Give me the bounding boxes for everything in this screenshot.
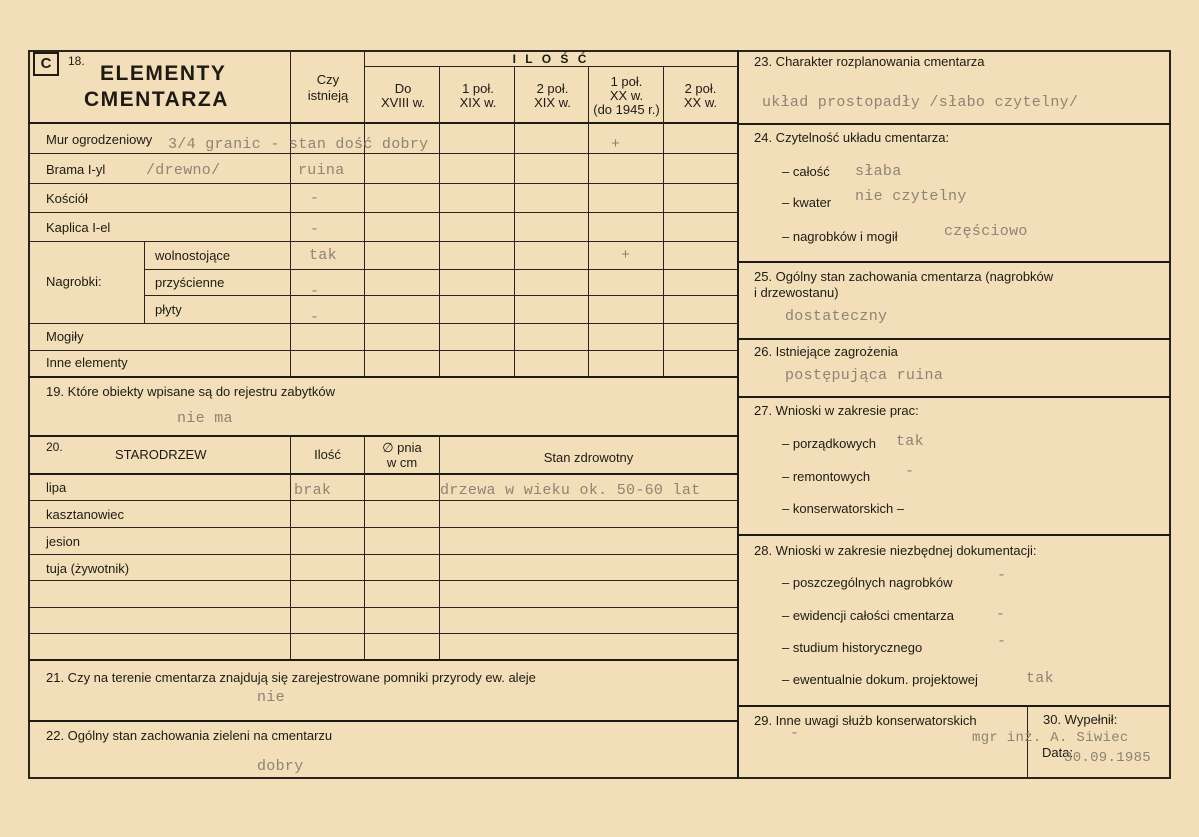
lipa-health: drzewa w wieku ok. 50-60 lat bbox=[440, 482, 701, 499]
s23-value: układ prostopadły /słabo czytelny/ bbox=[762, 94, 1079, 111]
row-label-mogily: Mogiły bbox=[46, 329, 84, 344]
typed-wolnostojace-exists: tak bbox=[309, 247, 337, 264]
col-line bbox=[144, 241, 145, 323]
typed-mur: 3/4 granic - stan dość dobry bbox=[168, 136, 429, 153]
s27-item-label: – remontowych bbox=[782, 469, 871, 484]
period-header: 2 poł. XX w. bbox=[683, 81, 718, 110]
row-line bbox=[28, 241, 737, 242]
tree-jesion: jesion bbox=[46, 534, 80, 549]
typed-kosciol-exists: - bbox=[310, 190, 320, 207]
lipa-qty: brak bbox=[294, 482, 332, 499]
row-label-nagrobki: Nagrobki: bbox=[46, 274, 102, 289]
row-label-kaplica: Kaplica I-el bbox=[46, 220, 111, 235]
s24-item-value: częściowo bbox=[944, 223, 1028, 240]
row-line bbox=[28, 554, 737, 555]
period-header: Do XVIII w. bbox=[380, 81, 426, 110]
row-line bbox=[144, 269, 737, 270]
s20-bottom bbox=[28, 659, 737, 661]
typed-brama-exists: ruina bbox=[298, 162, 345, 179]
s25-label2: i drzewostanu) bbox=[754, 285, 839, 300]
s20-number: 20. bbox=[46, 440, 63, 454]
row-label-mur: Mur ogrodzeniowy bbox=[46, 132, 153, 147]
s28-item-label: – ewidencji całości cmentarza bbox=[782, 608, 954, 623]
s24-item-label: – całość bbox=[782, 164, 830, 179]
row-label-kosciol: Kościół bbox=[46, 191, 88, 206]
col-line bbox=[663, 66, 664, 376]
row-label-brama: Brama I-yl bbox=[46, 162, 106, 177]
s25-bottom bbox=[737, 338, 1171, 340]
s27-label: 27. Wnioski w zakresie prac: bbox=[754, 403, 919, 418]
col-line bbox=[364, 435, 365, 659]
s18-number: 18. bbox=[68, 54, 85, 68]
s20-col-qty: Ilość bbox=[314, 447, 341, 462]
row-line bbox=[28, 580, 737, 581]
row-line bbox=[28, 527, 737, 528]
tree-tuja: tuja (żywotnik) bbox=[46, 561, 130, 576]
col-line bbox=[588, 66, 589, 376]
s26-value: postępująca ruina bbox=[785, 367, 944, 384]
row-line bbox=[28, 153, 737, 154]
s30-name: mgr inż. A. Siwiec bbox=[972, 730, 1129, 746]
s28-item-label: – poszczególnych nagrobków bbox=[782, 575, 953, 590]
col-line bbox=[290, 50, 291, 376]
row-line bbox=[28, 500, 737, 501]
s28-item-value: - bbox=[997, 567, 1007, 584]
col-line bbox=[364, 50, 365, 376]
s22-label: 22. Ogólny stan zachowania zieleni na cmentarzu bbox=[46, 728, 333, 743]
s28-item-label: – studium historycznego bbox=[782, 640, 923, 655]
section-letter: C bbox=[33, 52, 59, 76]
s25-value: dostateczny bbox=[785, 308, 888, 325]
s18-title-line2: CMENTARZA bbox=[84, 88, 229, 111]
typed-plyty-exists: - bbox=[310, 309, 320, 326]
ilosc-header: I L O Ś Ć bbox=[512, 52, 590, 66]
s26-label: 26. Istniejące zagrożenia bbox=[754, 344, 898, 359]
s20-col-health: Stan zdrowotny bbox=[543, 450, 634, 465]
s18-header-bottom bbox=[28, 122, 737, 124]
s24-item-value: nie czytelny bbox=[855, 188, 967, 205]
s28-item-label: – ewentualnie dokum. projektowej bbox=[782, 672, 978, 687]
period-header: 1 poł. XIX w. bbox=[459, 81, 497, 110]
period-header: 2 poł. XIX w. bbox=[534, 81, 571, 110]
typed-przyscienne-exists: - bbox=[310, 283, 320, 300]
s23-bottom bbox=[737, 123, 1171, 125]
typed-wolnostojace-mark: + bbox=[621, 247, 631, 264]
typed-brama-desc: /drewno/ bbox=[146, 162, 221, 179]
s27-item-value: - bbox=[905, 463, 915, 480]
s24-item-label: – nagrobków i mogił bbox=[782, 229, 898, 244]
col-line bbox=[290, 435, 291, 659]
row-line bbox=[28, 212, 737, 213]
row-line bbox=[28, 323, 737, 324]
s20-col-diam: ∅ pnia w cm bbox=[382, 440, 422, 470]
s25-label1: 25. Ogólny stan zachowania cmentarza (nagrobków bbox=[754, 269, 1054, 284]
col-exists-l1: Czy bbox=[316, 72, 340, 87]
s18-title-line1: ELEMENTY bbox=[100, 62, 227, 85]
s29-value: - bbox=[790, 725, 800, 742]
s30-date: 30.09.1985 bbox=[1064, 750, 1152, 766]
tree-lipa: lipa bbox=[46, 480, 67, 495]
typed-mur-mark: + bbox=[611, 136, 621, 153]
s27-item-label: – konserwatorskich – bbox=[782, 501, 905, 516]
s27-item-value: tak bbox=[896, 433, 924, 450]
ilosc-underline bbox=[365, 66, 737, 67]
s19-bottom bbox=[28, 435, 737, 437]
typed-kaplica-exists: - bbox=[310, 221, 320, 238]
s30-label: 30. Wypełnił: bbox=[1043, 712, 1118, 727]
row-line bbox=[28, 607, 737, 608]
col-line bbox=[439, 435, 440, 659]
s22-value: dobry bbox=[257, 758, 304, 775]
s24-item-value: słaba bbox=[855, 163, 902, 180]
s19-value: nie ma bbox=[177, 410, 233, 427]
s28-bottom bbox=[737, 705, 1171, 707]
s28-item-value: - bbox=[996, 606, 1006, 623]
s21-label: 21. Czy na terenie cmentarza znajdują się zarejestrowane pomniki przyrody ew. aleje bbox=[46, 670, 536, 685]
s24-item-label: – kwater bbox=[782, 195, 832, 210]
s19-label: 19. Które obiekty wpisane są do rejestru zabytków bbox=[46, 384, 336, 399]
period-header: 1 poł. XX w. (do 1945 r.) bbox=[593, 74, 660, 117]
s27-bottom bbox=[737, 534, 1171, 536]
s21-value: nie bbox=[257, 689, 285, 706]
s26-bottom bbox=[737, 396, 1171, 398]
s21-bottom bbox=[28, 720, 737, 722]
s28-label: 28. Wnioski w zakresie niezbędnej dokumentacji: bbox=[754, 543, 1037, 558]
row-label-wolnostojace: wolnostojące bbox=[155, 248, 231, 263]
s28-item-value: tak bbox=[1026, 670, 1054, 687]
s18-bottom bbox=[28, 376, 737, 378]
s24-label: 24. Czytelność układu cmentarza: bbox=[754, 130, 950, 145]
col-line bbox=[514, 66, 515, 376]
row-label-inne: Inne elementy bbox=[46, 355, 128, 370]
s20-header-bottom bbox=[28, 473, 737, 475]
s24-bottom bbox=[737, 261, 1171, 263]
row-label-plyty: płyty bbox=[155, 302, 182, 317]
s28-item-value: - bbox=[997, 633, 1007, 650]
row-line bbox=[28, 350, 737, 351]
col-exists-l2: istnieją bbox=[307, 88, 349, 103]
row-line bbox=[28, 183, 737, 184]
row-label-przyscienne: przyścienne bbox=[155, 275, 225, 290]
tree-kasztanowiec: kasztanowiec bbox=[46, 507, 125, 522]
row-line bbox=[144, 295, 737, 296]
s27-item-label: – porządkowych bbox=[782, 436, 876, 451]
s20-title: STARODRZEW bbox=[115, 447, 207, 462]
s23-label: 23. Charakter rozplanowania cmentarza bbox=[754, 54, 985, 69]
col-line bbox=[439, 66, 440, 376]
column-divider bbox=[737, 50, 739, 779]
s30-date-label: Data: bbox=[1042, 745, 1074, 760]
row-line bbox=[28, 633, 737, 634]
s29-label: 29. Inne uwagi służb konserwatorskich bbox=[754, 713, 977, 728]
